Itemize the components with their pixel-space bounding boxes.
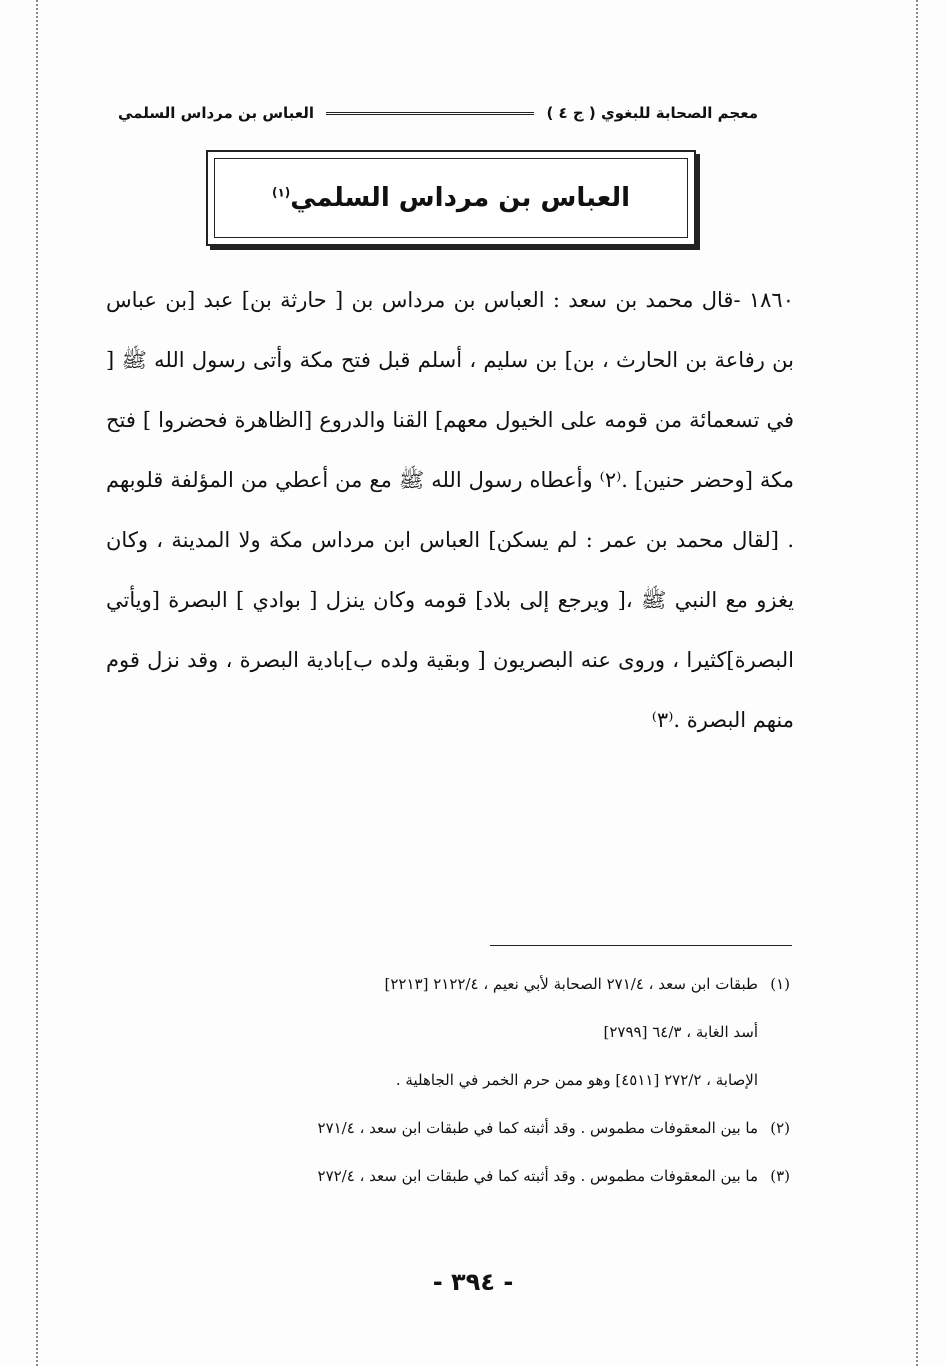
footnotes xyxy=(140,960,790,1200)
right-margin-dots xyxy=(916,0,918,1366)
entry-body-paragraph: ١٨٦٠ -قال محمد بن سعد : العباس بن مرداس بن [ حارثة بن] عبد [بن عباس بن رفاعة بن الحارث ، بن] بن سليم ، أسلم قبل فتح مكة وأتى رسول الله ﷺ [ في تسعمائة من قومه على الخيول معهم] القنا والدروع [الظاهرة فحضروا ] فتح مكة [وحضر حنين] .⁽٢⁾ وأعطاه رسول الله ﷺ مع من أعطي من المؤلفة قلوبهم . [لقال محمد بن عمر : لم يسكن] العباس ابن مرداس مكة ولا المدينة ، وكان يغزو مع النبي ﷺ ،[ ويرجع إلى بلاد] قومه وكان ينزل [ بوادي ] البصرة [ويأتي البصرة]كثيرا ، وروى عنه البصريون [ وبقية ولده ب]بادية البصرة ، وقد نزل قوم منهم البصرة .⁽٣⁾ xyxy=(106,288,794,732)
entry-title-text: العباس بن مرداس السلمي xyxy=(290,183,631,213)
footnote-1-line-3: الإصابة ، ٢٧٢/٢ [٤٥١١] وهو ممن حرم الخمر في الجاهلية . xyxy=(395,1071,758,1089)
footnote-1-text: طبقات ابن سعد ، ٢٧١/٤ الصحابة لأبي نعيم ، ٢١٢٢/٤ [٢٢١٣] xyxy=(384,975,758,993)
footnote-3 xyxy=(140,1152,790,1200)
entry-title-footnote-ref: (١) xyxy=(271,185,291,200)
footnote-2 xyxy=(140,1104,790,1152)
footnote-3-text: ما بين المعقوفات مطموس . وقد أثبته كما في طبقات ابن سعد ، ٢٧٢/٤ xyxy=(317,1167,758,1185)
footnote-separator xyxy=(490,945,792,946)
footnote-1-line-2: أسد الغابة ، ٦٤/٣ [٢٧٩٩] xyxy=(603,1023,758,1041)
page-number: - ٣٩٤ - xyxy=(432,1268,514,1296)
footnote-1-line-1 xyxy=(140,960,790,1008)
header-book-title: معجم الصحابة للبغوي ( ج ٤ ) xyxy=(546,104,758,122)
footnote-1-number: (١) xyxy=(770,975,790,993)
entry-title-box xyxy=(206,150,696,246)
left-margin-dots xyxy=(36,0,38,1366)
footnote-2-text: ما بين المعقوفات مطموس . وقد أثبته كما في طبقات ابن سعد ، ٢٧١/٤ xyxy=(317,1119,758,1137)
entry-body xyxy=(106,270,794,750)
entry-title-inner-frame xyxy=(214,158,688,238)
header-entry-name: العباس بن مرداس السلمي xyxy=(118,104,315,122)
running-header xyxy=(118,100,758,126)
header-rule xyxy=(326,112,534,115)
footnote-3-number: (٣) xyxy=(770,1167,790,1185)
entry-title xyxy=(272,183,630,213)
footnote-2-number: (٢) xyxy=(770,1119,790,1137)
